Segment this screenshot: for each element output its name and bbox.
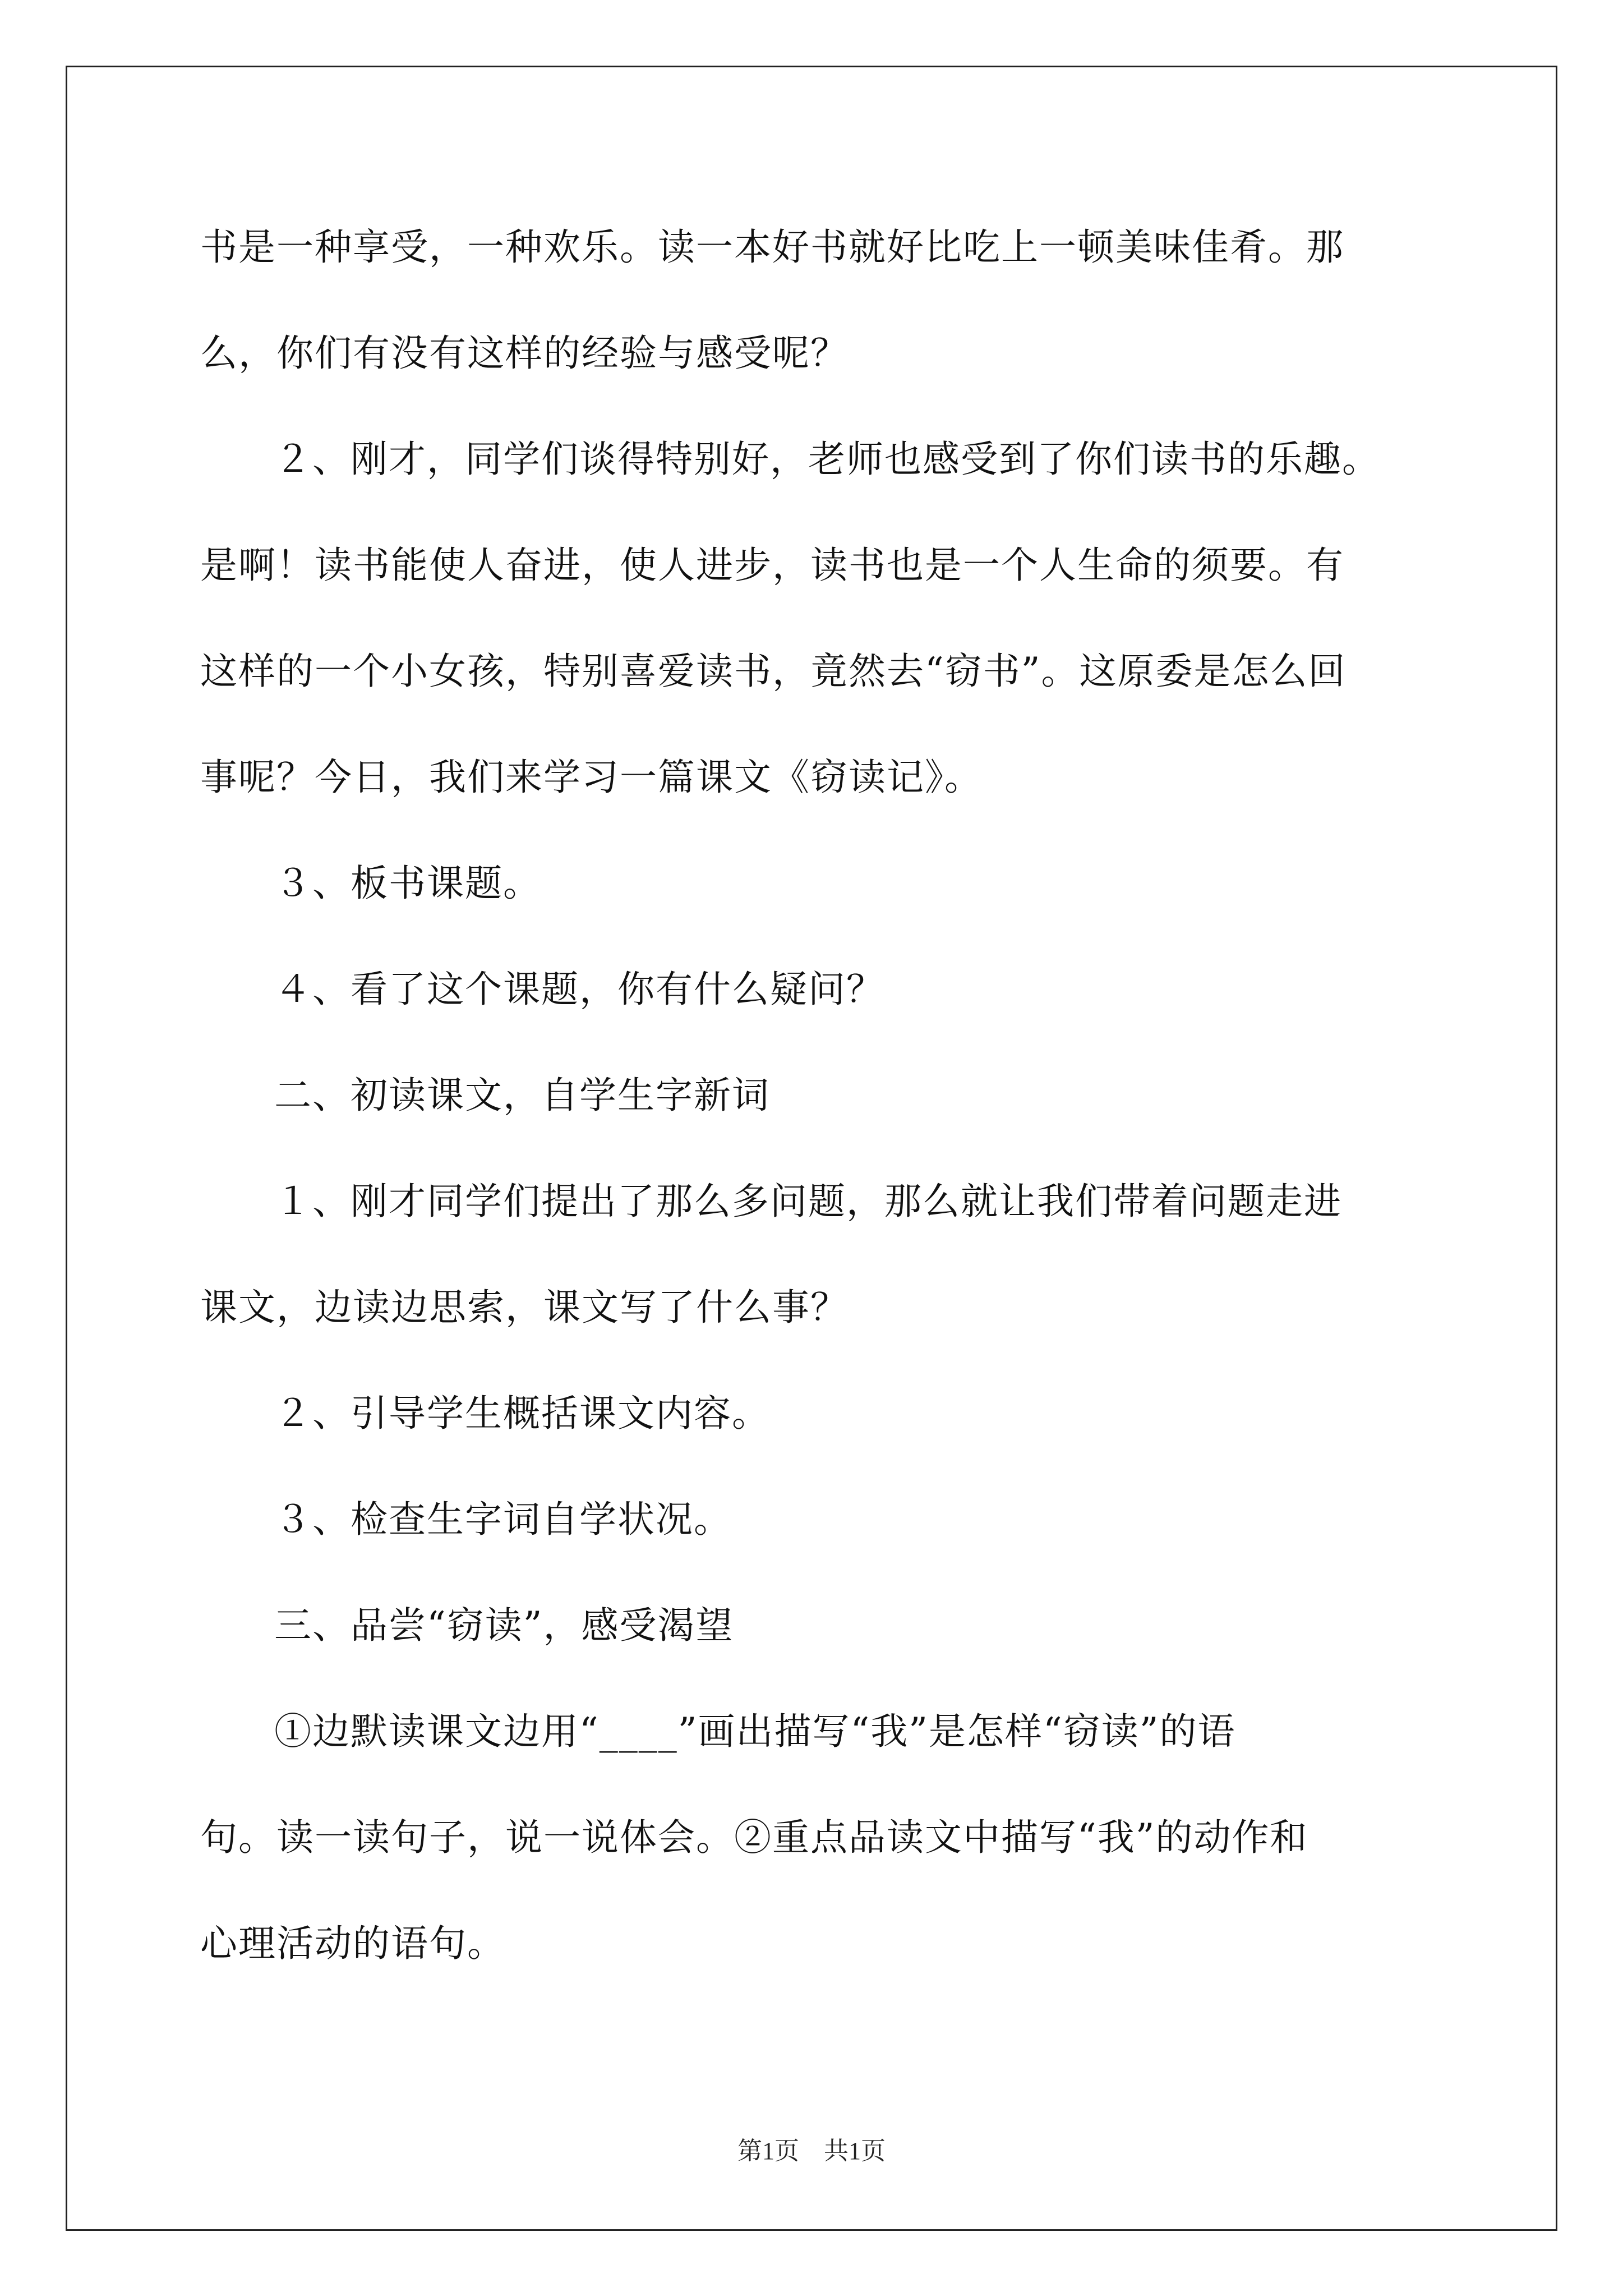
text-line: 事呢？今日，我们来学习一篇课文《窃读记》。 xyxy=(200,756,983,799)
section-heading: 三、品尝“窃读”，感受渴望 xyxy=(274,1604,734,1647)
text-line: １、刚才同学们提出了那么多问题，那么就让我们带着问题走进 xyxy=(274,1180,1342,1223)
text-line: ４、看了这个课题，你有什么疑问？ xyxy=(274,968,884,1011)
text-line: ２、引导学生概括课文内容。 xyxy=(274,1392,770,1435)
text-line: ２、刚才，同学们谈得特别好，老师也感受到了你们读书的乐趣。 xyxy=(274,438,1380,481)
text-line: 么，你们有没有这样的经验与感受呢？ xyxy=(200,332,849,375)
text-line: 心理活动的语句。 xyxy=(200,1922,505,1965)
text-line: 课文，边读边思索，课文写了什么事？ xyxy=(200,1286,849,1329)
page-number-footer: 第1页 共1页 xyxy=(737,2137,886,2165)
text-line: 句。读一读句子，说一说体会。②重点品读文中描写“我”的动作和 xyxy=(200,1816,1308,1859)
text-line: 这样的一个小女孩，特别喜爱读书，竟然去“窃书”。这原委是怎么回 xyxy=(200,650,1347,693)
text-line: ３、板书课题。 xyxy=(274,862,541,905)
section-heading: 二、初读课文，自学生字新词 xyxy=(274,1074,770,1117)
text-line: 书是一种享受，一种欢乐。读一本好书就好比吃上一顿美味佳肴。那 xyxy=(200,226,1344,269)
text-line: 是啊！读书能使人奋进，使人进步，读书也是一个人生命的须要。有 xyxy=(200,544,1344,587)
text-line: ３、检查生字词自学状况。 xyxy=(274,1498,732,1541)
text-line: ①边默读课文边用“____”画出描写“我”是怎样“窃读”的语 xyxy=(274,1710,1236,1753)
document-body xyxy=(200,194,1451,1996)
